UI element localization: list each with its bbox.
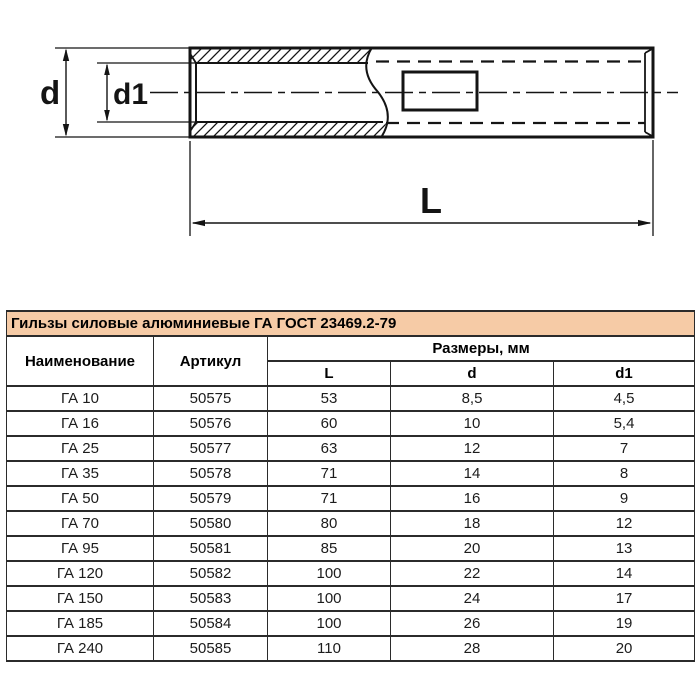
table-row bbox=[7, 411, 695, 436]
table-row bbox=[7, 461, 695, 486]
cell-article: 50576 bbox=[154, 411, 268, 436]
cell-l: 71 bbox=[268, 486, 391, 511]
cell-d1: 4,5 bbox=[554, 386, 695, 411]
cell-d1: 7 bbox=[554, 436, 695, 461]
header-name: Наименование bbox=[7, 336, 154, 386]
cell-name: ГА 185 bbox=[7, 611, 154, 636]
table-row bbox=[7, 436, 695, 461]
cell-d1: 8 bbox=[554, 461, 695, 486]
table-row bbox=[7, 611, 695, 636]
dim-l-arrow-left bbox=[192, 220, 206, 226]
cell-article: 50583 bbox=[154, 586, 268, 611]
cell-d: 16 bbox=[391, 486, 554, 511]
table-row bbox=[7, 511, 695, 536]
table-row bbox=[7, 536, 695, 561]
header-l: L bbox=[268, 361, 391, 386]
cell-d1: 5,4 bbox=[554, 411, 695, 436]
cell-d1: 17 bbox=[554, 586, 695, 611]
cell-name: ГА 10 bbox=[7, 386, 154, 411]
cell-d1: 14 bbox=[554, 561, 695, 586]
cell-d1: 9 bbox=[554, 486, 695, 511]
cell-name: ГА 25 bbox=[7, 436, 154, 461]
cell-l: 100 bbox=[268, 611, 391, 636]
hatch-bottom-wall bbox=[191, 122, 387, 136]
table-row bbox=[7, 561, 695, 586]
cell-article: 50580 bbox=[154, 511, 268, 536]
cell-d1: 13 bbox=[554, 536, 695, 561]
cell-l: 110 bbox=[268, 636, 391, 661]
cell-name: ГА 95 bbox=[7, 536, 154, 561]
cell-name: ГА 70 bbox=[7, 511, 154, 536]
cell-d: 14 bbox=[391, 461, 554, 486]
table-row bbox=[7, 386, 695, 411]
header-dimensions: Размеры, мм bbox=[268, 336, 695, 361]
cell-article: 50582 bbox=[154, 561, 268, 586]
cell-article: 50585 bbox=[154, 636, 268, 661]
table-title: Гильзы силовые алюминиевые ГА ГОСТ 23469.2-79 bbox=[7, 311, 695, 336]
cell-article: 50578 bbox=[154, 461, 268, 486]
spec-table bbox=[6, 310, 695, 662]
cell-d: 24 bbox=[391, 586, 554, 611]
cell-l: 71 bbox=[268, 461, 391, 486]
cell-article: 50584 bbox=[154, 611, 268, 636]
spec-table-container bbox=[6, 310, 694, 662]
cell-l: 100 bbox=[268, 561, 391, 586]
dim-l-arrow-right bbox=[638, 220, 652, 226]
dim-d-arrow-bottom bbox=[63, 124, 69, 137]
cell-name: ГА 150 bbox=[7, 586, 154, 611]
cell-name: ГА 35 bbox=[7, 461, 154, 486]
dim-d1-arrow-bottom bbox=[104, 110, 110, 122]
header-d1: d1 bbox=[554, 361, 695, 386]
cell-l: 100 bbox=[268, 586, 391, 611]
cell-article: 50581 bbox=[154, 536, 268, 561]
cell-name: ГА 16 bbox=[7, 411, 154, 436]
cell-name: ГА 120 bbox=[7, 561, 154, 586]
cell-l: 63 bbox=[268, 436, 391, 461]
cell-d: 10 bbox=[391, 411, 554, 436]
marking-rect bbox=[403, 72, 477, 110]
cell-d: 8,5 bbox=[391, 386, 554, 411]
cell-name: ГА 50 bbox=[7, 486, 154, 511]
cell-article: 50577 bbox=[154, 436, 268, 461]
table-title-row bbox=[7, 311, 695, 336]
dim-d1-label: d1 bbox=[113, 78, 149, 111]
cell-d: 28 bbox=[391, 636, 554, 661]
cell-article: 50575 bbox=[154, 386, 268, 411]
table-row bbox=[7, 636, 695, 661]
table-row bbox=[7, 586, 695, 611]
header-article: Артикул bbox=[154, 336, 268, 386]
cell-l: 53 bbox=[268, 386, 391, 411]
dim-d-arrow-top bbox=[63, 49, 69, 62]
cell-d1: 19 bbox=[554, 611, 695, 636]
cell-d1: 20 bbox=[554, 636, 695, 661]
cell-d: 20 bbox=[391, 536, 554, 561]
table-row bbox=[7, 486, 695, 511]
table-header-row-1 bbox=[7, 336, 695, 361]
cell-name: ГА 240 bbox=[7, 636, 154, 661]
cell-d: 22 bbox=[391, 561, 554, 586]
cell-d: 12 bbox=[391, 436, 554, 461]
sleeve-technical-drawing bbox=[0, 0, 700, 262]
header-d: d bbox=[391, 361, 554, 386]
dim-d-label: d bbox=[40, 74, 61, 111]
cell-l: 80 bbox=[268, 511, 391, 536]
hatch-top-wall bbox=[191, 48, 372, 63]
cell-article: 50579 bbox=[154, 486, 268, 511]
cell-d: 18 bbox=[391, 511, 554, 536]
cell-d: 26 bbox=[391, 611, 554, 636]
cell-d1: 12 bbox=[554, 511, 695, 536]
dim-d1-arrow-top bbox=[104, 64, 110, 76]
cell-l: 85 bbox=[268, 536, 391, 561]
dim-l-label: L bbox=[420, 180, 442, 221]
cell-l: 60 bbox=[268, 411, 391, 436]
